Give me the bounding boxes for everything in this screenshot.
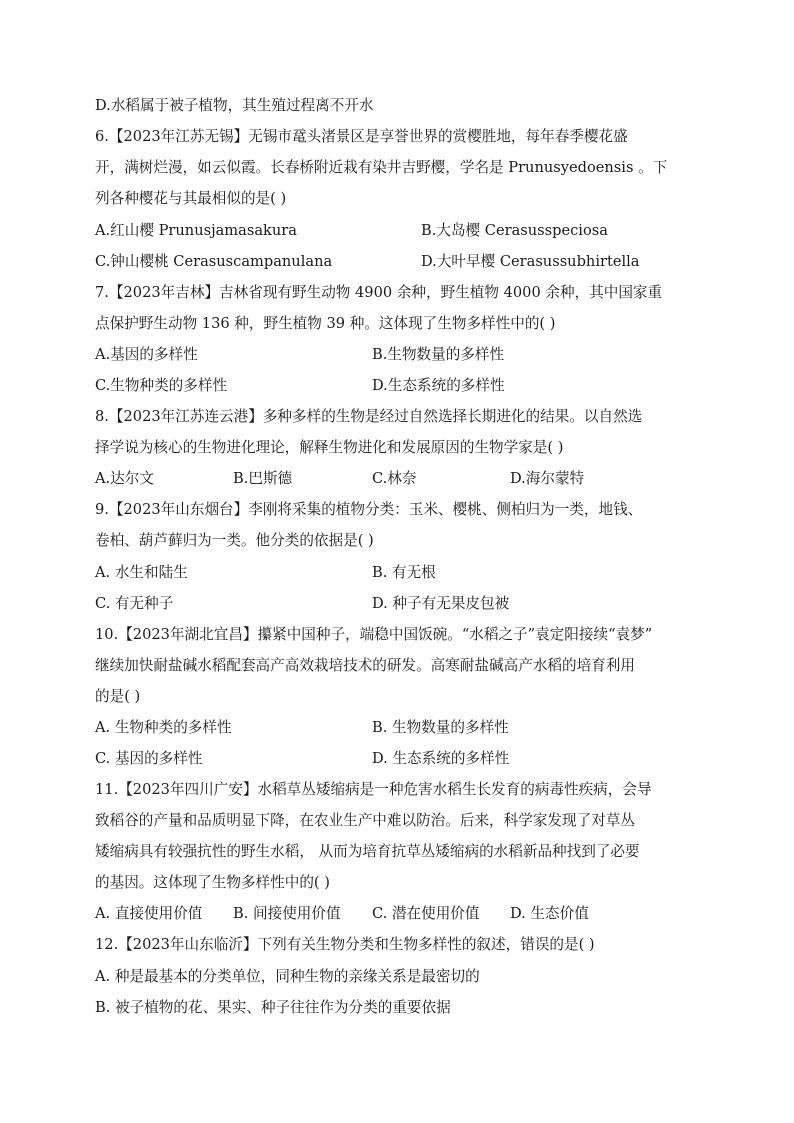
q10-stem-line-3: 的是( ) <box>95 688 141 705</box>
q11-option-a: A. 直接使用价值 <box>95 905 203 922</box>
q10-option-b: B. 生物数量的多样性 <box>372 719 509 736</box>
q7-option-a: A.基因的多样性 <box>95 346 198 363</box>
q9-stem-line-2: 卷柏、葫芦藓归为一类。他分类的依据是( ) <box>95 532 374 549</box>
q7-option-b: B.生物数量的多样性 <box>372 346 505 363</box>
q6-option-d: D.大叶早樱 Cerasussubhirtella <box>421 253 640 270</box>
q7-option-c: C.生物种类的多样性 <box>95 377 228 394</box>
q10-stem-line-2: 继续加快耐盐碱水稻配套高产高效栽培技术的研发。高寒耐盐碱高产水稻的培育利用 <box>95 657 635 674</box>
q8-option-c: C.林奈 <box>372 470 417 487</box>
q8-option-b: B.巴斯德 <box>233 470 293 487</box>
q10-option-c: C. 基因的多样性 <box>95 750 203 767</box>
q11-option-c: C. 潜在使用价值 <box>372 905 480 922</box>
q8-stem-line-2: 择学说为核心的生物进化理论，解释生物进化和发展原因的生物学家是( ) <box>95 439 564 456</box>
q9-option-a: A. 水生和陆生 <box>95 564 188 581</box>
q10-option-a: A. 生物种类的多样性 <box>95 719 232 736</box>
q9-option-b: B. 有无根 <box>372 564 436 581</box>
q11-option-d: D. 生态价值 <box>510 905 589 922</box>
q8-stem-line-1: 8.【2023年江苏连云港】多种多样的生物是经过自然选择长期进化的结果。以自然选 <box>95 408 643 425</box>
q12-option-a: A. 种是最基本的分类单位，同种生物的亲缘关系是最密切的 <box>95 968 480 985</box>
q11-option-b: B. 间接使用价值 <box>233 905 341 922</box>
q11-stem-line-3: 矮缩病具有较强抗性的野生水稻， 从而为培育抗草丛矮缩病的水稻新品种找到了必要 <box>95 843 640 860</box>
q6-option-a: A.红山樱 Prunusjamasakura <box>95 222 297 239</box>
q6-option-c: C.钟山樱桃 Cerasuscampanulana <box>95 253 333 270</box>
q11-stem-line-4: 的基因。这体现了生物多样性中的( ) <box>95 874 330 891</box>
q9-option-c: C. 有无种子 <box>95 595 174 612</box>
q10-stem-line-1: 10.【2023年湖北宜昌】攥紧中国种子，端稳中国饭碗。“水稻之子”袁定阳接续“袁梦” <box>95 626 653 643</box>
q6-stem-line-2: 开，满树烂漫，如云似霞。长春桥附近栽有染井吉野樱，学名是 Prunusyedoensis 。下 <box>95 159 668 176</box>
q8-option-a: A.达尔文 <box>95 470 154 487</box>
q12-option-b: B. 被子植物的花、果实、种子往往作为分类的重要依据 <box>95 999 451 1016</box>
q7-stem-line-1: 7.【2023年吉林】吉林省现有野生动物 4900 余种，野生植物 4000 余种，其中国家重 <box>95 284 663 301</box>
q11-stem-line-2: 致稻谷的产量和品质明显下降，在农业生产中难以防治。后来，科学家发现了对草丛 <box>95 812 635 829</box>
q6-stem-line-3: 列各种樱花与其最相似的是( ) <box>95 190 287 207</box>
q12-stem-line-1: 12.【2023年山东临沂】下列有关生物分类和生物多样性的叙述，错误的是( ) <box>95 936 595 953</box>
q5-option-d: D.水稻属于被子植物，其生殖过程离不开水 <box>95 97 374 114</box>
q6-stem-line-1: 6.【2023年江苏无锡】无锡市鼋头渚景区是享誉世界的赏樱胜地，每年春季樱花盛 <box>95 128 628 145</box>
q6-option-b: B.大岛樱 Cerasusspeciosa <box>421 222 608 239</box>
q9-option-d: D. 种子有无果皮包被 <box>372 595 510 612</box>
q9-stem-line-1: 9.【2023年山东烟台】李刚将采集的植物分类：玉米、樱桃、侧柏归为一类，地钱、 <box>95 501 643 518</box>
q8-option-d: D.海尔蒙特 <box>510 470 585 487</box>
q7-option-d: D.生态系统的多样性 <box>372 377 505 394</box>
q7-stem-line-2: 点保护野生动物 136 种，野生植物 39 种。这体现了生物多样性中的( ) <box>95 315 556 332</box>
q11-stem-line-1: 11.【2023年四川广安】水稻草丛矮缩病是一种危害水稻生长发育的病毒性疾病，会导 <box>95 781 652 798</box>
q10-option-d: D. 生态系统的多样性 <box>372 750 510 767</box>
